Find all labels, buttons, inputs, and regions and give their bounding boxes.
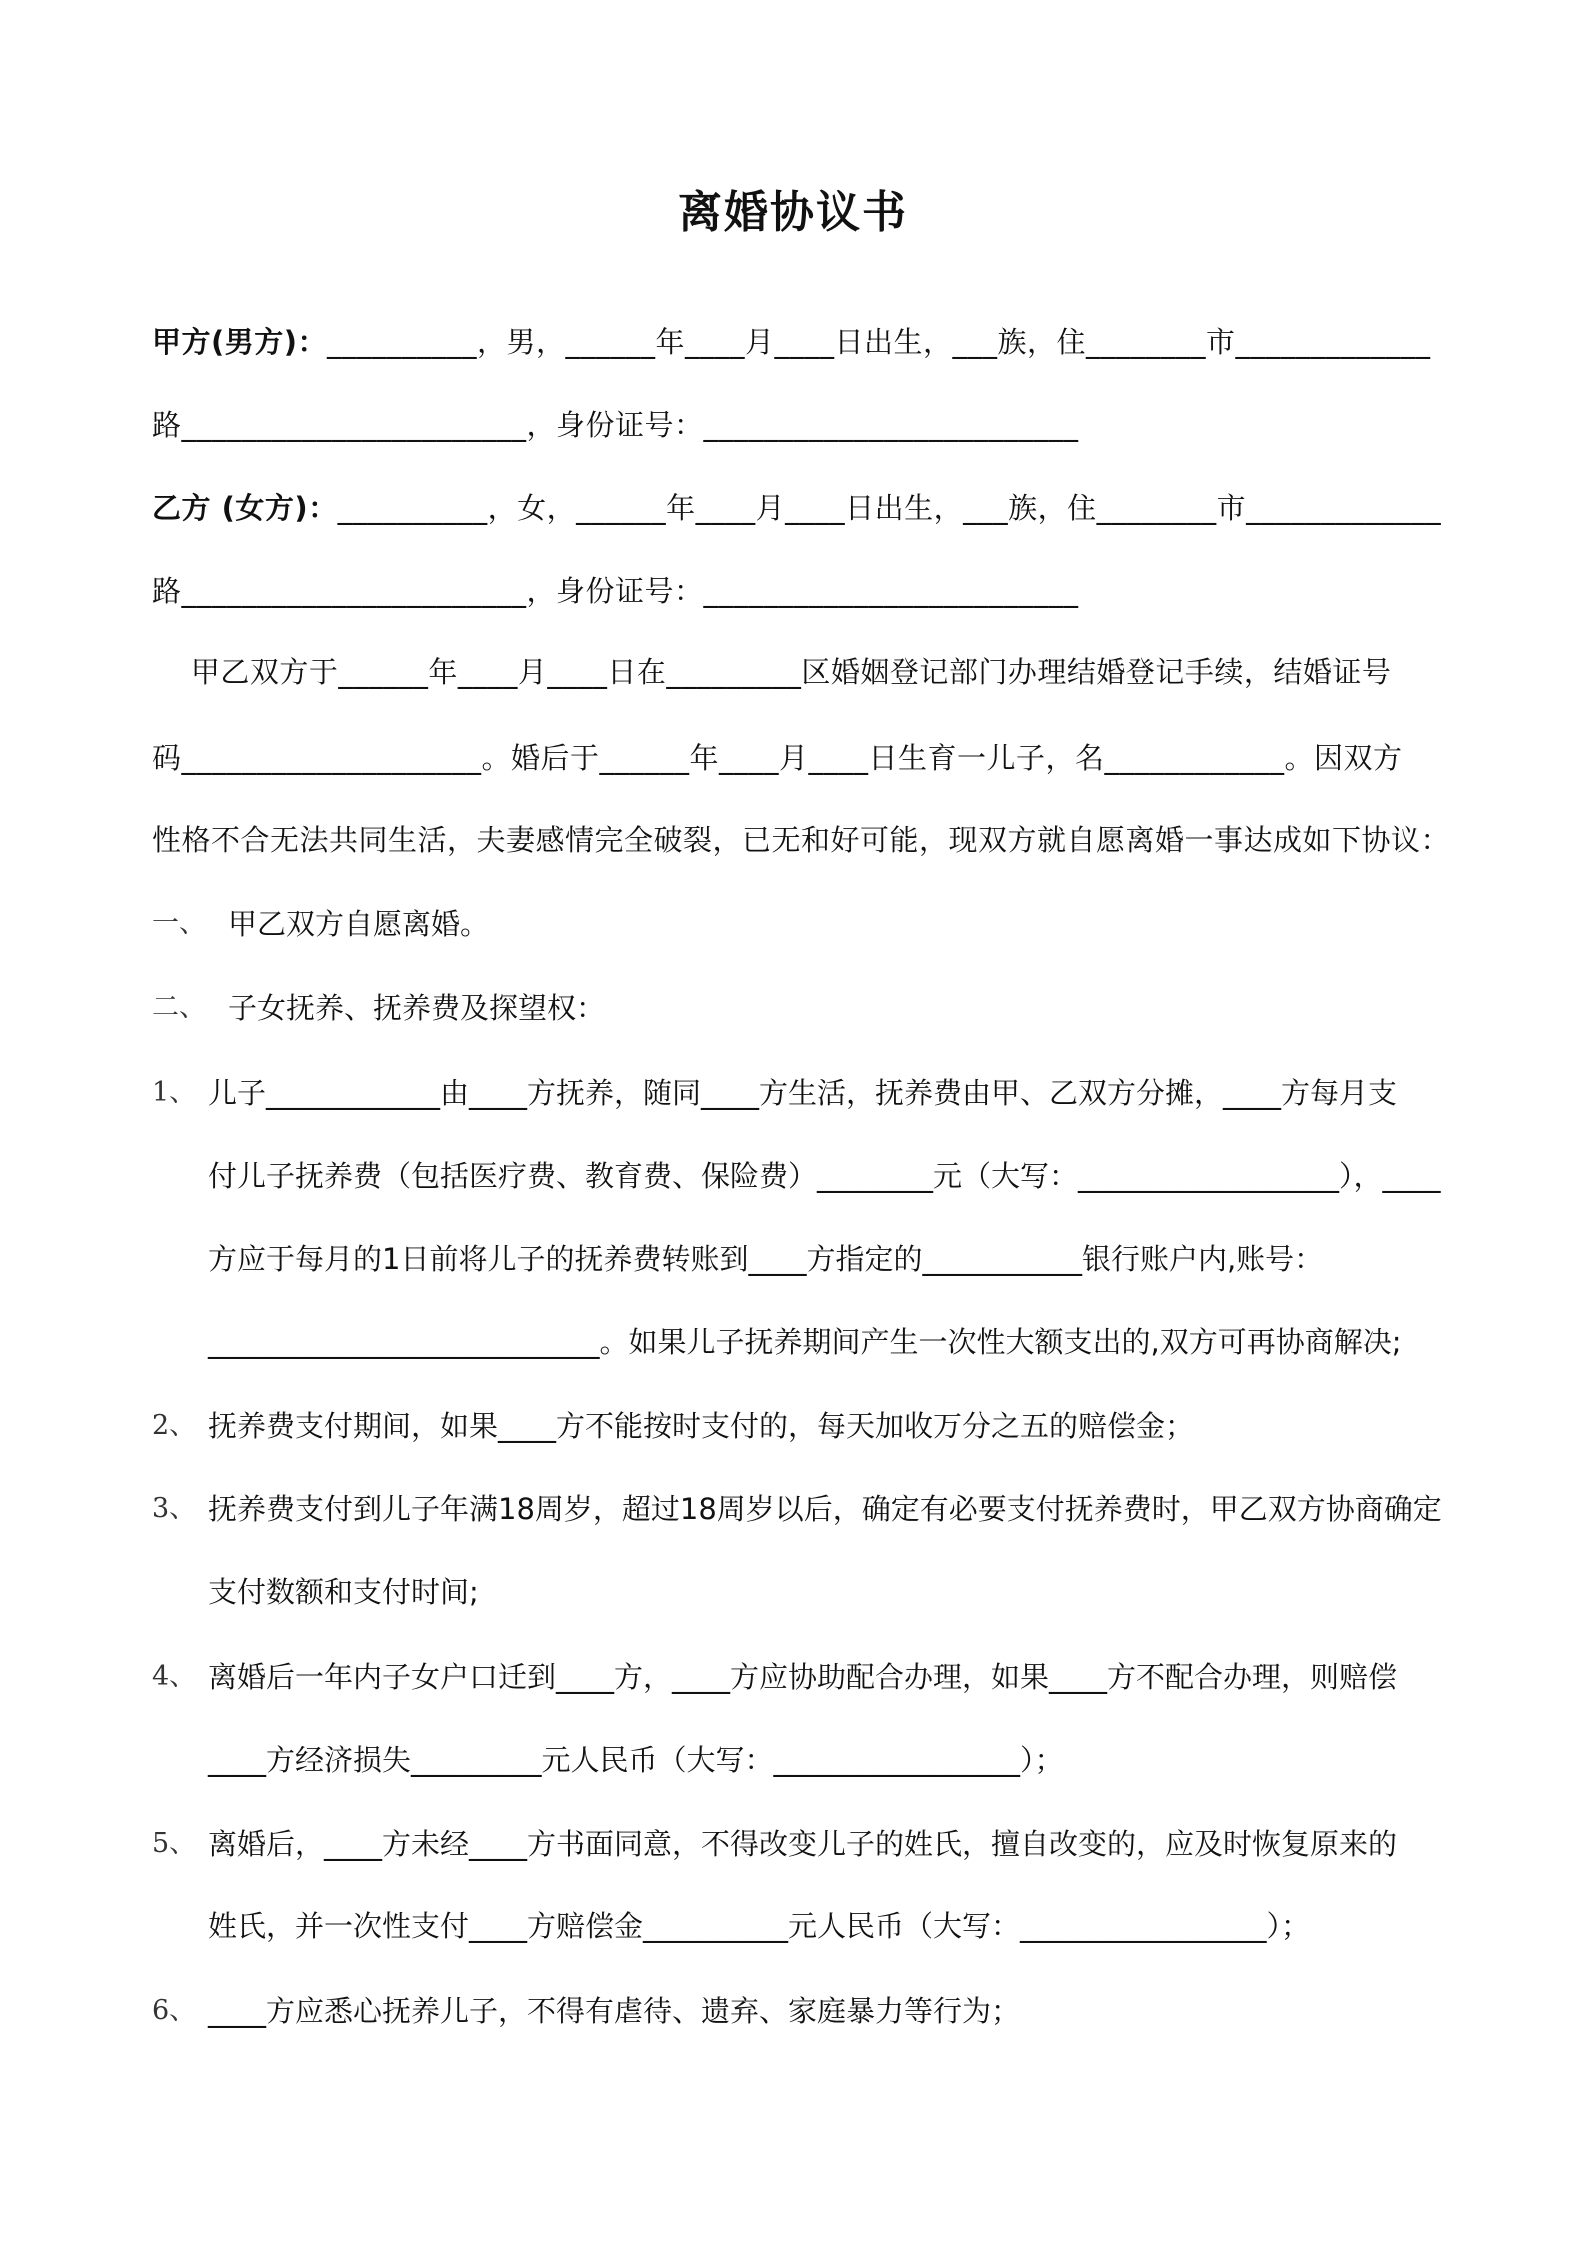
party-a-details: __________，男，______年____月____日出生，___族，住________市_____________ xyxy=(327,325,1431,359)
clause-line: 抚养费支付到儿子年满18周岁，超过18周岁以后，确定有必要支付抚养费时，甲乙双方协商确定 xyxy=(208,1492,1442,1526)
section-text: 子女抚养、抚养费及探望权： xyxy=(228,991,606,1025)
clause-number: 5、 xyxy=(152,1828,197,1859)
clause-line: 抚养费支付期间，如果____方不能按时支付的，每天加收万分之五的赔偿金； xyxy=(208,1409,1195,1443)
clause-number: 4、 xyxy=(152,1661,197,1692)
party-a-line-2: 路_______________________，身份证号：_________________________ xyxy=(152,408,1079,442)
clause-line: ___________________________。如果儿子抚养期间产生一次性大额支出的,双方可再协商解决; xyxy=(208,1325,1402,1359)
clause-line: 姓氏，并一次性支付____方赔偿金__________元人民币（大写：_________________）； xyxy=(208,1909,1311,1943)
document-title: 离婚协议书 xyxy=(678,187,908,238)
section-number: 一、 xyxy=(152,908,206,939)
clause-line: 离婚后，____方未经____方书面同意，不得改变儿子的姓氏，擅自改变的，应及时恢复原来的 xyxy=(208,1827,1398,1861)
preamble-line-2: 码____________________。婚后于______年____月____日生育一儿子，名____________。因双方 xyxy=(152,741,1403,775)
clause-line: ____方经济损失_________元人民币（大写：_________________）； xyxy=(208,1743,1064,1777)
party-a-label: 甲方(男方)： xyxy=(152,325,328,359)
section-text: 甲乙双方自愿离婚。 xyxy=(228,907,490,941)
clause-number: 2、 xyxy=(152,1410,197,1441)
clause-line: 离婚后一年内子女户口迁到____方，____方应协助配合办理，如果____方不配合办理，则赔偿 xyxy=(208,1660,1398,1694)
section-number: 二、 xyxy=(152,992,206,1023)
clause-line: 付儿子抚养费（包括医疗费、教育费、保险费）________元（大写：__________________），____ xyxy=(208,1159,1441,1193)
preamble-line-1: 甲乙双方于______年____月____日在_________区婚姻登记部门办理结婚登记手续，结婚证号 xyxy=(152,655,1392,689)
party-a-line-1 xyxy=(152,322,1431,362)
clause-number: 6、 xyxy=(152,1995,197,2026)
clause-line: 方应于每月的1日前将儿子的抚养费转账到____方指定的___________银行账户内,账号： xyxy=(208,1242,1324,1276)
party-b-line-2: 路_______________________，身份证号：_________________________ xyxy=(152,574,1079,608)
clause-number: 1、 xyxy=(152,1077,197,1108)
clause-number: 3、 xyxy=(152,1493,197,1524)
clause-line: ____方应悉心抚养儿子，不得有虐待、遗弃、家庭暴力等行为； xyxy=(208,1994,1021,2028)
clause-line: 儿子____________由____方抚养，随同____方生活，抚养费由甲、乙双方分摊，____方每月支 xyxy=(208,1076,1398,1110)
party-b-details: __________，女，______年____月____日出生，___族，住________市_____________ xyxy=(337,491,1442,525)
preamble-line-3: 性格不合无法共同生活，夫妻感情完全破裂，已无和好可能，现双方就自愿离婚一事达成如下协议： xyxy=(152,823,1451,857)
clause-line: 支付数额和支付时间; xyxy=(208,1575,479,1609)
party-b-line-1 xyxy=(152,488,1441,528)
party-b-label: 乙方 (女方)： xyxy=(152,491,338,525)
